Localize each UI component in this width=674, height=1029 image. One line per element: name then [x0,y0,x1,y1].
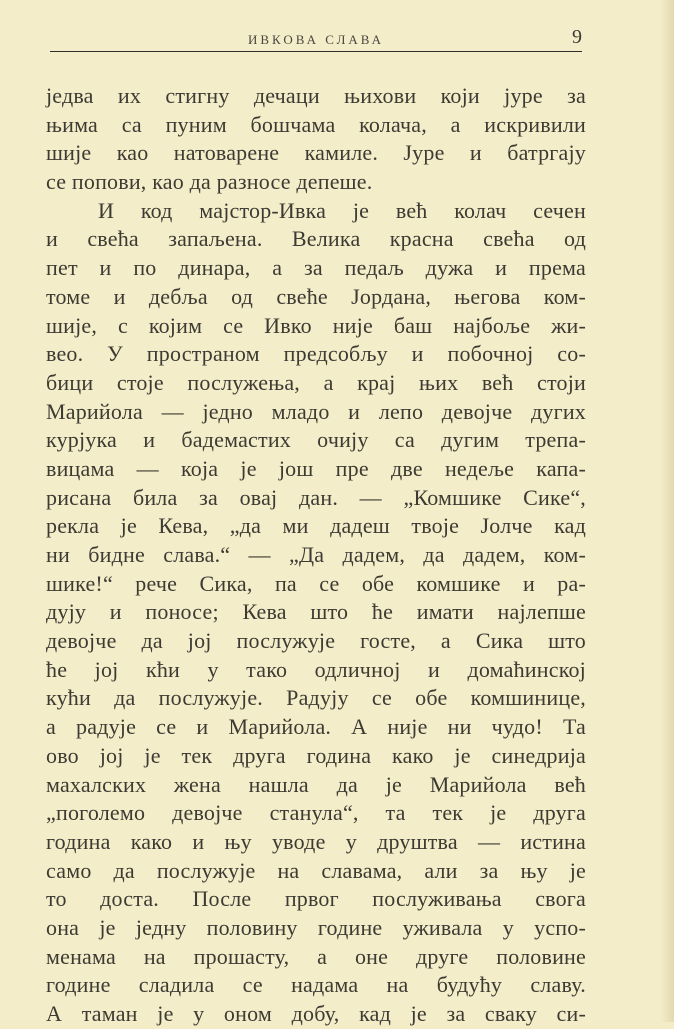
text-line: томе и дебља од свеће Јордана, његова ком- [46,283,586,309]
text-line: и свећа запаљена. Велика красна свећа од [46,226,586,252]
text-line: она је једну половину године уживала у успо- [46,914,586,940]
text-line: ће јој кћи у тако одличној и домаћинској [46,656,586,682]
text-line: девојче да јој послужује госте, а Сика што [46,628,586,654]
text-line: дују и поносе; Кева што ће имати најлепше [46,599,586,625]
text-line: ово јој је тек друга година како је синедрија [46,742,586,768]
text-line: менама на прошасту, а оне друге половине [46,943,586,969]
text-line: то доста. После првог послуживања свога [46,886,586,912]
text-line: а радује се и Марийола. А није ни чудо! Та [46,714,586,740]
text-line: се попови, као да разносе депеше. [46,169,373,195]
body-text [46,82,586,1029]
text-line: година како и њу уводе у друштва — истина [46,828,586,854]
text-line: рисана била за овај дан. — „Комшике Сике“, [46,484,586,510]
text-line: ни бидне слава.“ — „Да дадем, да дадем, ком- [46,542,586,567]
text-line: махалских жена нашла да је Марийола већ [46,771,586,797]
text-line: једва их стигну дечаци њихови који јуре за [46,83,586,108]
text-line: И код мајстор-Ивка је већ колач сечен [98,197,586,223]
running-head [50,26,582,56]
text-line: вео. У пространом предсобљу и побочној со- [46,341,586,367]
text-line: „поголемо девојче станула“, та тек је друга [46,800,586,826]
text-line: курјука и бадемастих очију са дугим трепа- [46,427,586,453]
text-line: њима са пуним бошчама колача, а искривили [46,111,586,137]
text-line: године сладила се надама на будућу славу. [46,972,586,998]
text-line: вицама — која је још пре две недеље капа- [46,455,586,481]
running-title: ИВКОВА СЛАВА [247,32,385,47]
text-line: Марийола — једно младо и лепо девојче дугих [46,398,586,424]
page-number: 9 [572,26,582,48]
text-line: само да послужује на славама, али за њу је [46,857,586,883]
text-line: бици стоје послужења, а крај њих већ стоји [46,369,586,395]
text-line: шике!“ рече Сика, па се обе комшике и ра- [46,570,586,596]
text-line: рекла је Кева, „да ми дадеш твоје Јолче кад [46,513,586,539]
text-line: кући да послужује. Радују се обе комшинице, [46,685,586,711]
text-line: шије, с којим се Ивко није баш најбоље жи- [46,312,586,338]
text-line: пет и по динара, а за педаљ дужа и према [46,255,586,281]
header-rule [50,51,582,52]
text-line: шије као натоварене камиле. Јуре и батргају [46,140,586,166]
text-line: А таман је у оном добу, кад је за сваку си- [46,1001,586,1026]
